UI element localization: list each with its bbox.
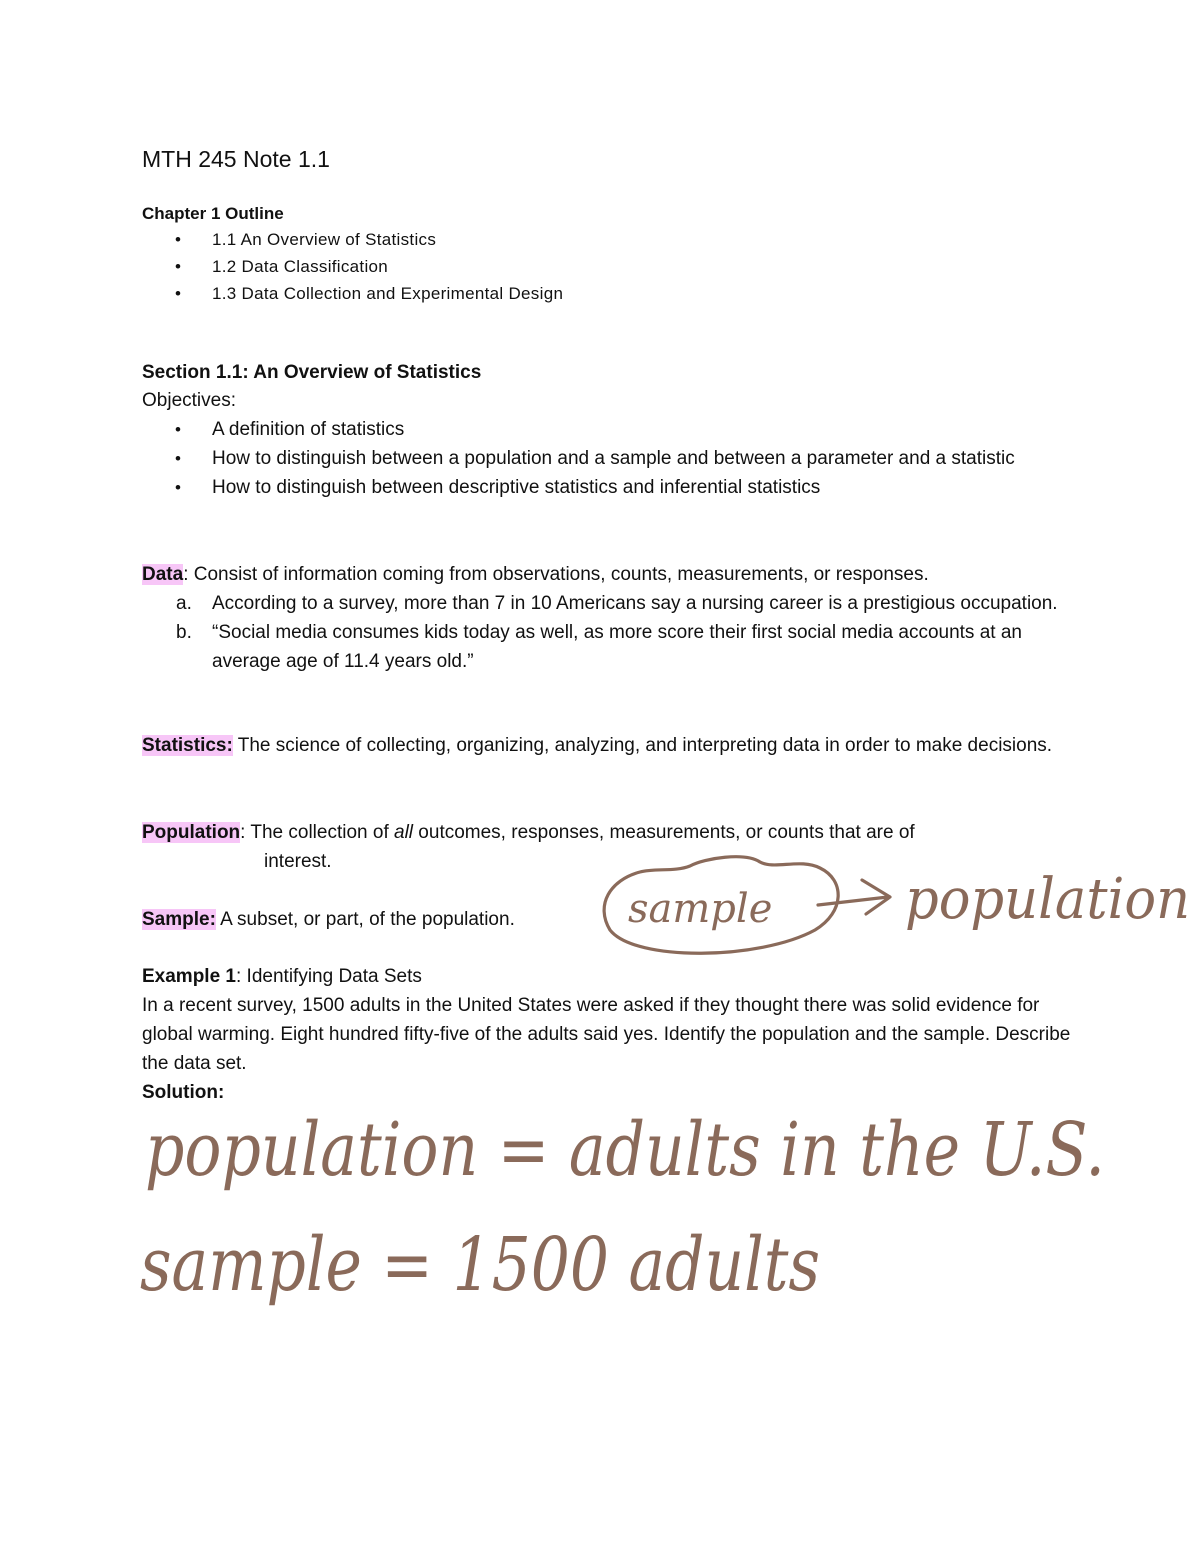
handwritten-population-label: population xyxy=(905,867,1190,932)
bullet-icon: • xyxy=(175,257,182,276)
section-title: Section 1.1: An Overview of Statistics xyxy=(142,362,482,383)
outline-item: • 1.1 An Overview of Statistics xyxy=(142,226,563,253)
solution-label: Solution: xyxy=(142,1082,225,1103)
statistics-definition: Statistics: The science of collecting, organizing, analyzing, and interpreting data in order to make decisions. xyxy=(142,735,1053,756)
term-population: Population xyxy=(142,822,241,843)
document-title: MTH 245 Note 1.1 xyxy=(142,146,330,172)
data-definition: Data: Consist of information coming from observations, counts, measurements, or responses. xyxy=(142,564,929,585)
list-item: b. “Social media consumes kids today as well, as more score their first social media accounts at an average age of 11.4 years old.” xyxy=(176,622,1022,672)
outline-list xyxy=(142,226,563,307)
term-sample: Sample: xyxy=(142,909,216,930)
handwritten-line-population: population = adults in the U.S. xyxy=(145,1107,1105,1193)
data-examples-list xyxy=(142,589,1072,676)
bullet-icon: • xyxy=(175,449,181,468)
bullet-icon: • xyxy=(175,478,181,497)
objective-item: • How to distinguish between a population and a sample and between a parameter and a statistic xyxy=(142,444,1082,473)
objective-item: • A definition of statistics xyxy=(142,415,1082,444)
example-body: In a recent survey, 1500 adults in the United States were asked if they thought there was solid evidence for global warming. Eight hundred fifty-five of the adults said yes. Identify the population and the sample. Describe the data set. xyxy=(142,995,1071,1074)
list-item: a. According to a survey, more than 7 in 10 Americans say a nursing career is a prestigious occupation. xyxy=(176,593,1058,614)
objectives-list xyxy=(142,415,1082,502)
outline-heading: Chapter 1 Outline xyxy=(142,204,284,223)
arrow-right-icon xyxy=(818,880,890,914)
bullet-icon: • xyxy=(175,230,182,249)
population-definition: Population: The collection of all outcomes, responses, measurements, or counts that are of interest. xyxy=(142,822,915,872)
term-statistics: Statistics: xyxy=(142,735,233,756)
outline-item: • 1.3 Data Collection and Experimental Design xyxy=(142,280,563,307)
handwritten-line-sample: sample = 1500 adults xyxy=(140,1222,820,1308)
example-title: Example 1: Identifying Data Sets xyxy=(142,966,422,987)
outline-item: • 1.2 Data Classification xyxy=(142,253,563,280)
objectives-label: Objectives: xyxy=(142,390,236,411)
term-data: Data xyxy=(142,564,184,585)
objective-item: • How to distinguish between descriptive statistics and inferential statistics xyxy=(142,473,1082,502)
handwritten-sample-label: sample xyxy=(628,886,773,932)
sample-definition: Sample: A subset, or part, of the population. xyxy=(142,909,515,930)
bullet-icon: • xyxy=(175,284,182,303)
bullet-icon: • xyxy=(175,420,181,439)
